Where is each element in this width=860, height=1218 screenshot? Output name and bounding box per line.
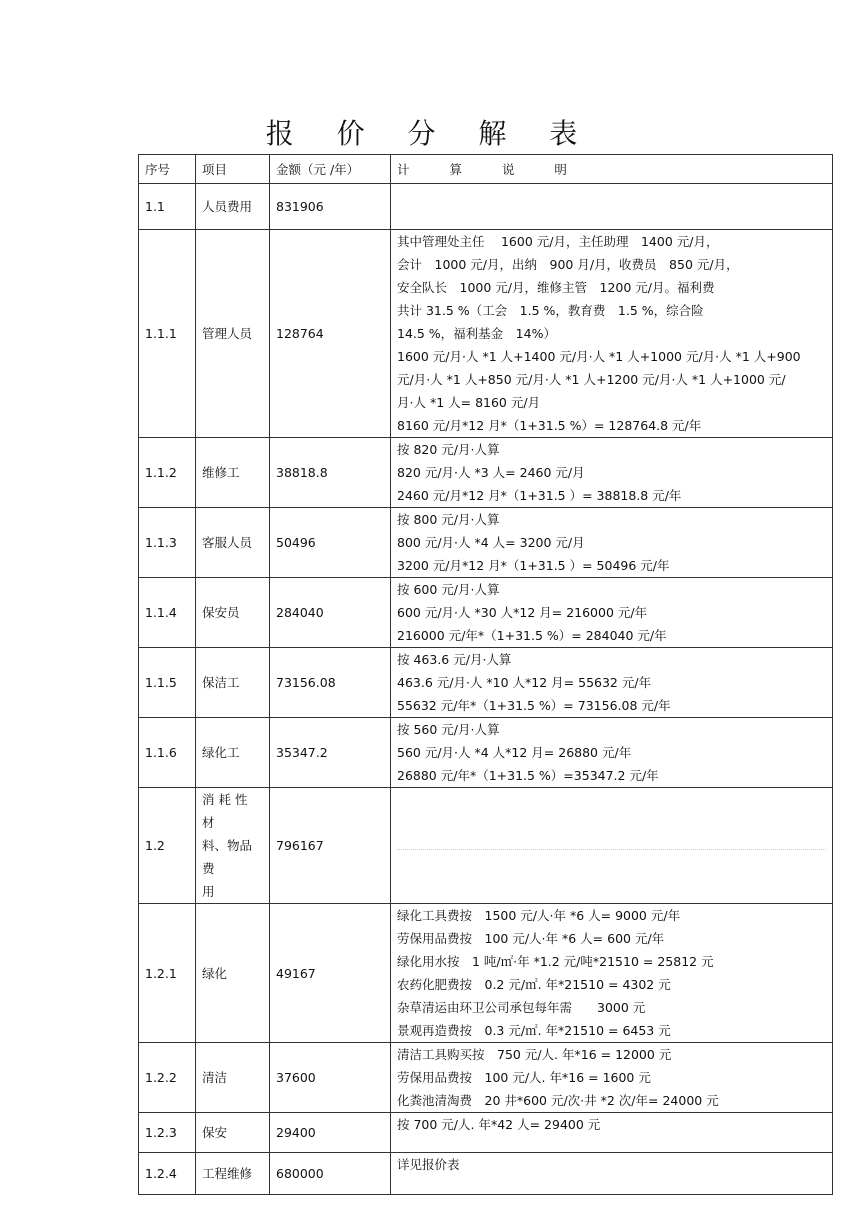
calc-line: 其中管理处主任 1600 元/月，主任助理 1400 元/月， [397,234,719,249]
calc-line: 463.6 元/月·人 *10 人*12 月= 55632 元/年 [397,675,652,690]
quote-breakdown-table [138,154,833,1195]
row-no: 1.2.3 [139,1113,196,1153]
calc-line: 按 600 元/月·人算 [397,582,500,597]
table-header-row [139,155,833,184]
row-no: 1.2 [139,788,196,904]
row-item: 绿化 [196,904,270,1043]
row-no: 1.1 [139,184,196,230]
row-amount: 49167 [270,904,391,1043]
calc-line: 按 463.6 元/月·人算 [397,652,512,667]
calc-line: 560 元/月·人 *4 人*12 月= 26880 元/年 [397,745,632,760]
row-calc [391,1113,833,1153]
calc-line: 元/月·人 *1 人+850 元/月·人 *1 人+1200 元/月·人 *1 人+1000 元/ [397,372,786,387]
calc-line: 3200 元/月*12 月*（1+31.5 ）= 50496 元/年 [397,558,670,573]
calc-line: 农药化肥费按 0.2 元/㎡. 年*21510 = 4302 元 [397,977,671,992]
calc-line: 安全队长 1000 元/月，维修主管 1200 元/月。福利费 [397,280,715,295]
row-no: 1.1.3 [139,508,196,578]
calc-line: 绿化工具费按 1500 元/人·年 *6 人= 9000 元/年 [397,908,681,923]
table-row [139,230,833,438]
row-item [196,788,270,904]
row-amount: 37600 [270,1043,391,1113]
calc-line: 化粪池清淘费 20 井*600 元/次·井 *2 次/年= 24000 元 [397,1093,719,1108]
calc-line: 劳保用品费按 100 元/人·年 *6 人= 600 元/年 [397,931,665,946]
row-calc [391,438,833,508]
calc-line: 600 元/月·人 *30 人*12 月= 216000 元/年 [397,605,648,620]
table-row [139,718,833,788]
row-item: 保安 [196,1113,270,1153]
calc-line: 800 元/月·人 *4 人= 3200 元/月 [397,535,585,550]
table-row [139,648,833,718]
row-item: 管理人员 [196,230,270,438]
table-row [139,508,833,578]
table-row [139,438,833,508]
row-item: 客服人员 [196,508,270,578]
row-amount: 680000 [270,1153,391,1195]
row-no: 1.1.4 [139,578,196,648]
calc-line: 按 560 元/月·人算 [397,722,500,737]
item-line: 用 [202,884,215,899]
header-item: 项目 [196,155,270,184]
calc-line: 14.5 %，福利基金 14%） [397,326,556,341]
row-amount: 73156.08 [270,648,391,718]
row-item: 维修工 [196,438,270,508]
row-calc [391,904,833,1043]
row-calc [391,184,833,230]
row-calc [391,788,833,904]
row-amount: 128764 [270,230,391,438]
calc-line: 216000 元/年*（1+31.5 %）= 284040 元/年 [397,628,667,643]
header-amount: 金额（元 /年） [270,155,391,184]
row-no: 1.1.1 [139,230,196,438]
row-amount: 50496 [270,508,391,578]
table-row [139,904,833,1043]
calc-line: 详见报价表 [397,1157,460,1172]
table-row [139,578,833,648]
row-amount: 35347.2 [270,718,391,788]
calc-line: 劳保用品费按 100 元/人. 年*16 = 1600 元 [397,1070,651,1085]
row-no: 1.1.2 [139,438,196,508]
calc-line: 清洁工具购买按 750 元/人. 年*16 = 12000 元 [397,1047,672,1062]
calc-line: 55632 元/年*（1+31.5 %）= 73156.08 元/年 [397,698,671,713]
calc-line: 按 820 元/月·人算 [397,442,500,457]
table-row [139,1113,833,1153]
row-item: 人员费用 [196,184,270,230]
row-amount: 796167 [270,788,391,904]
row-no: 1.1.5 [139,648,196,718]
row-no: 1.2.2 [139,1043,196,1113]
row-calc [391,718,833,788]
calc-line: 26880 元/年*（1+31.5 %）=35347.2 元/年 [397,768,659,783]
row-calc [391,578,833,648]
table-row [139,184,833,230]
row-no: 1.1.6 [139,718,196,788]
calc-line: 820 元/月·人 *3 人= 2460 元/月 [397,465,585,480]
item-line: 消 耗 性 材 [202,792,248,830]
row-calc [391,648,833,718]
calc-line: 共计 31.5 %（工会 1.5 %，教育费 1.5 %，综合险 [397,303,704,318]
row-item: 清洁 [196,1043,270,1113]
row-calc [391,1153,833,1195]
row-amount: 284040 [270,578,391,648]
calc-line: 会计 1000 元/月，出纳 900 月/月，收费员 850 元/月， [397,257,739,272]
dotted-divider [397,849,826,850]
calc-line: 月·人 *1 人= 8160 元/月 [397,395,541,410]
row-item: 绿化工 [196,718,270,788]
calc-line: 2460 元/月*12 月*（1+31.5 ）= 38818.8 元/年 [397,488,682,503]
calc-line: 景观再造费按 0.3 元/㎡. 年*21510 = 6453 元 [397,1023,671,1038]
table-row [139,788,833,904]
row-no: 1.2.4 [139,1153,196,1195]
row-item: 保洁工 [196,648,270,718]
row-amount: 831906 [270,184,391,230]
calc-line: 绿化用水按 1 吨/㎡·年 *1.2 元/吨*21510 = 25812 元 [397,954,714,969]
row-item: 保安员 [196,578,270,648]
row-calc [391,508,833,578]
calc-line: 按 800 元/月·人算 [397,512,500,527]
item-line: 料、物品费 [202,838,253,876]
calc-line: 1600 元/月·人 *1 人+1400 元/月·人 *1 人+1000 元/月·人 *1 人+900 [397,349,801,364]
table-row [139,1043,833,1113]
row-amount: 29400 [270,1113,391,1153]
calc-line: 8160 元/月*12 月*（1+31.5 %）= 128764.8 元/年 [397,418,702,433]
row-calc [391,1043,833,1113]
calc-line: 杂草清运由环卫公司承包每年需 3000 元 [397,1000,646,1015]
table-row [139,1153,833,1195]
row-amount: 38818.8 [270,438,391,508]
row-calc [391,230,833,438]
header-no: 序号 [139,155,196,184]
header-calc: 计 算 说 明 [391,155,833,184]
page-title: 报 价 分 解 表 [265,117,595,150]
row-no: 1.2.1 [139,904,196,1043]
row-item: 工程维修 [196,1153,270,1195]
calc-line: 按 700 元/人. 年*42 人= 29400 元 [397,1117,601,1132]
